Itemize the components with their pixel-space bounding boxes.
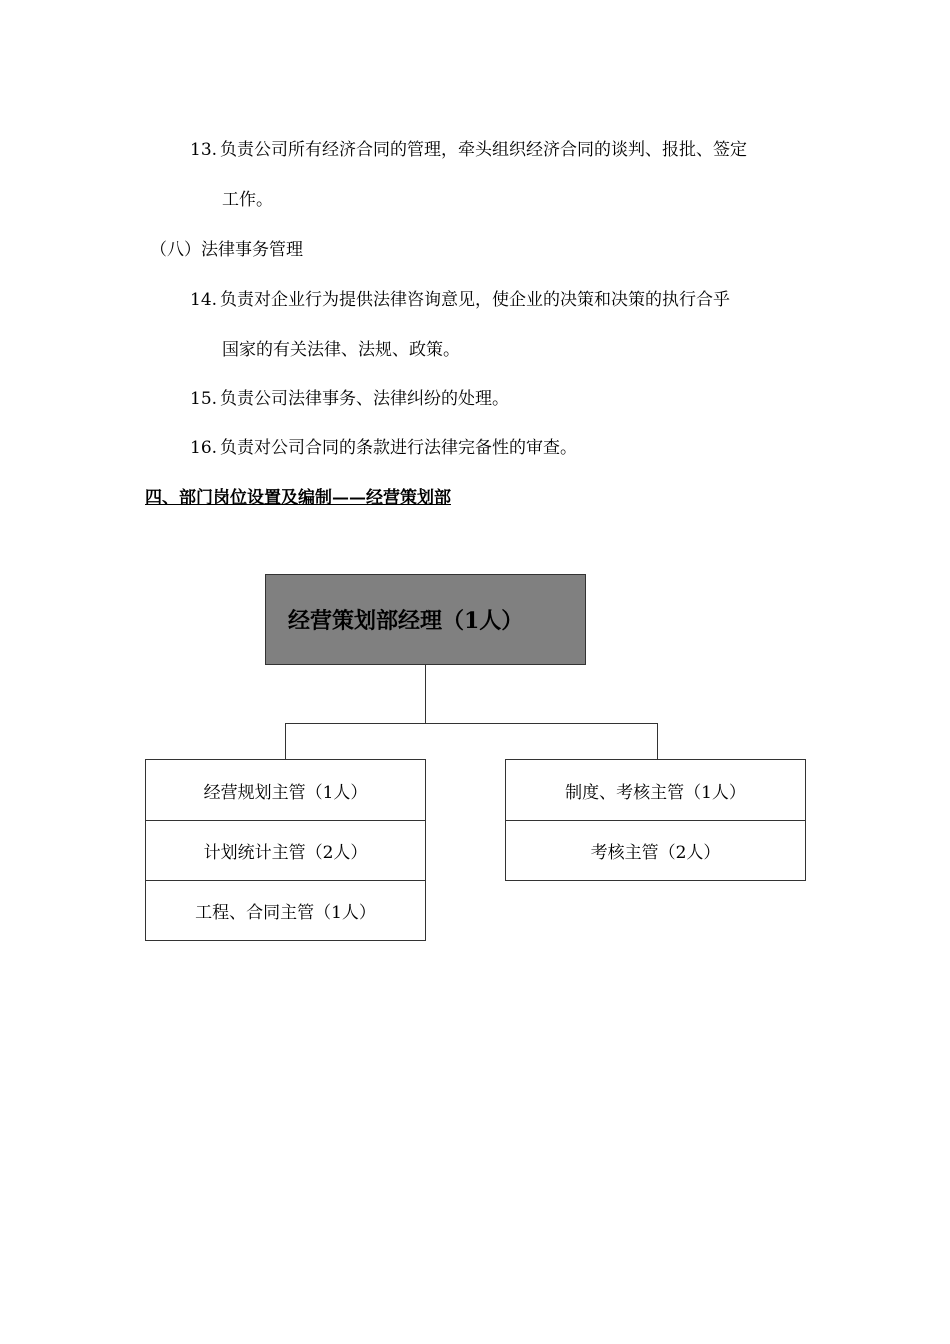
item-text: 负责对公司合同的条款进行法律完备性的审查。 bbox=[220, 438, 578, 458]
org-box-system-assessment-supervisor: 制度、考核主管（1人） bbox=[565, 782, 746, 803]
item-text: 负责公司法律事务、法律纠纷的处理。 bbox=[220, 389, 510, 409]
item-number: 14. bbox=[190, 290, 218, 310]
list-item-16 bbox=[190, 437, 577, 459]
item-number: 13. bbox=[190, 140, 218, 160]
connector-horizontal bbox=[285, 723, 658, 724]
org-box-contract-supervisor: 工程、合同主管（1人） bbox=[146, 880, 425, 940]
org-column-left bbox=[145, 759, 426, 941]
list-item-15 bbox=[190, 388, 509, 410]
item-text: 负责对企业行为提供法律咨询意见，使企业的决策和决策的执行合乎 bbox=[220, 290, 731, 310]
section-heading: 四、部门岗位设置及编制——经营策划部 bbox=[145, 488, 451, 508]
connector-right-drop bbox=[657, 723, 658, 759]
org-box-statistics-supervisor: 计划统计主管（2人） bbox=[146, 820, 425, 880]
connector-vertical-main bbox=[425, 665, 426, 723]
org-box-assessment-supervisor: 考核主管（2人） bbox=[506, 820, 805, 880]
connector-left-drop bbox=[285, 723, 286, 759]
list-item-13-continuation: 工作。 bbox=[222, 190, 273, 210]
item-number: 15. bbox=[190, 389, 218, 409]
list-item-13 bbox=[190, 139, 747, 161]
org-box-manager: 经营策划部经理（1人） bbox=[265, 574, 586, 665]
list-item-14-continuation: 国家的有关法律、法规、政策。 bbox=[222, 340, 460, 360]
section-title-legal: （八）法律事务管理 bbox=[150, 240, 303, 260]
org-box-planning-supervisor: 经营规划主管（1人） bbox=[203, 782, 368, 803]
item-text: 负责公司所有经济合同的管理，牵头组织经济合同的谈判、报批、签定 bbox=[220, 140, 748, 160]
org-column-right bbox=[505, 759, 806, 881]
list-item-14 bbox=[190, 289, 730, 311]
item-number: 16. bbox=[190, 438, 218, 458]
